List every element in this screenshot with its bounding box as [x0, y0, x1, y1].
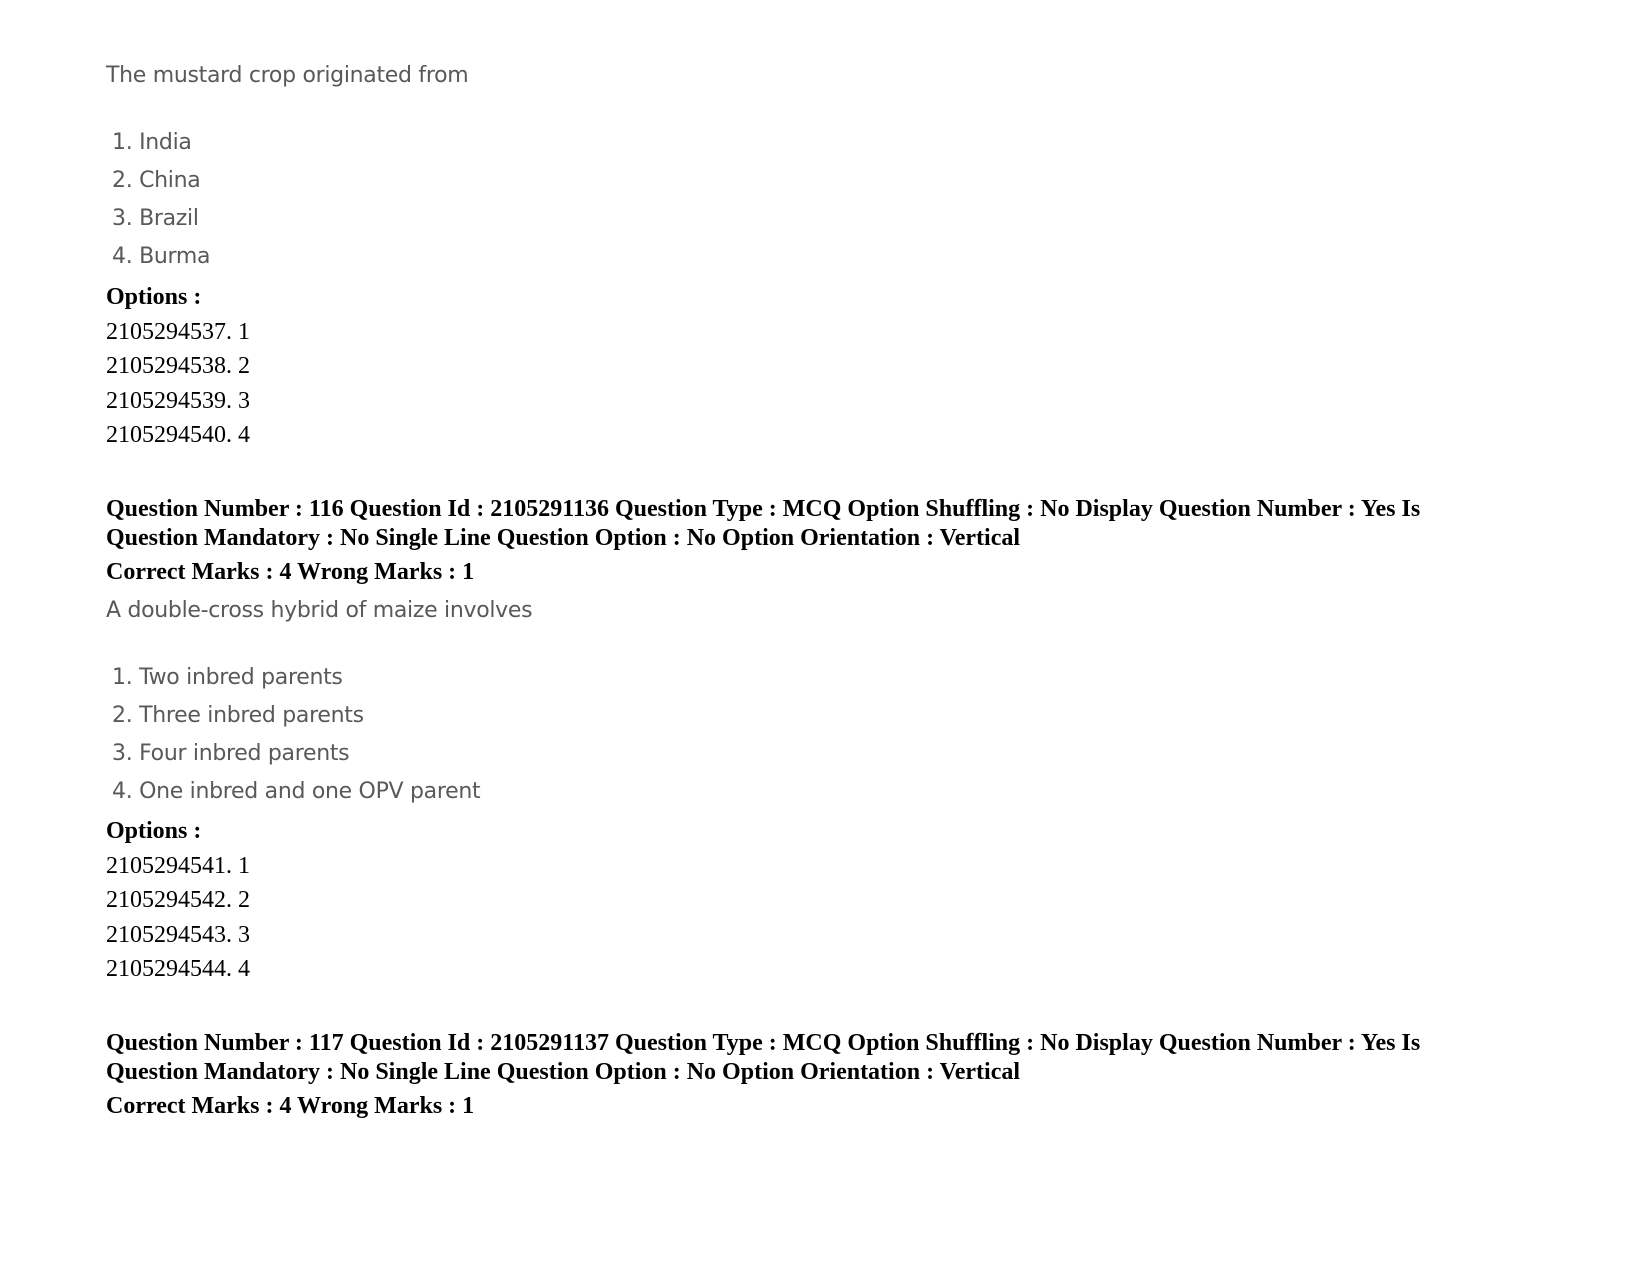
marks-line: Correct Marks : 4 Wrong Marks : 1	[106, 1093, 475, 1119]
options-section-115	[106, 280, 250, 453]
question-meta-line: Question Number : 116 Question Id : 2105291136 Question Type : MCQ Option Shuffling : No Display Question Number : Yes Is	[106, 496, 1421, 522]
option-row: 2105294540. 4	[106, 422, 250, 448]
answer-choice: 4. One inbred and one OPV parent	[112, 779, 481, 804]
question-block-115	[106, 62, 468, 276]
question-meta-line: Question Number : 117 Question Id : 2105291137 Question Type : MCQ Option Shuffling : No Display Question Number : Yes Is	[106, 1030, 1421, 1056]
question-meta-117	[106, 1029, 1420, 1121]
option-row: 2105294542. 2	[106, 887, 250, 913]
option-row: 2105294544. 4	[106, 956, 250, 982]
question-meta-116	[106, 495, 1420, 587]
answer-choice: 1. Two inbred parents	[112, 665, 343, 690]
options-section-116	[106, 814, 250, 987]
marks-line: Correct Marks : 4 Wrong Marks : 1	[106, 559, 475, 585]
option-row: 2105294537. 1	[106, 318, 250, 345]
answer-choice: 2. Three inbred parents	[112, 703, 364, 728]
answer-choice: 4. Burma	[112, 244, 211, 269]
question-meta-line: Question Mandatory : No Single Line Question Option : No Option Orientation : Vertical	[106, 525, 1021, 551]
question-block-116	[106, 597, 532, 811]
answer-choice: 3. Brazil	[112, 206, 199, 231]
answer-choices	[112, 124, 468, 276]
answer-choices	[112, 659, 532, 811]
options-label: Options :	[106, 284, 202, 310]
option-row: 2105294538. 2	[106, 353, 250, 379]
answer-choice: 1. India	[112, 130, 192, 155]
question-text: The mustard crop originated from	[106, 63, 469, 88]
answer-choice: 3. Four inbred parents	[112, 741, 350, 766]
question-text: A double-cross hybrid of maize involves	[106, 598, 533, 623]
options-label: Options :	[106, 818, 202, 844]
question-meta-line: Question Mandatory : No Single Line Question Option : No Option Orientation : Vertical	[106, 1059, 1021, 1085]
answer-choice: 2. China	[112, 168, 201, 193]
option-row: 2105294543. 3	[106, 921, 250, 948]
option-row: 2105294539. 3	[106, 387, 250, 414]
option-row: 2105294541. 1	[106, 852, 250, 879]
